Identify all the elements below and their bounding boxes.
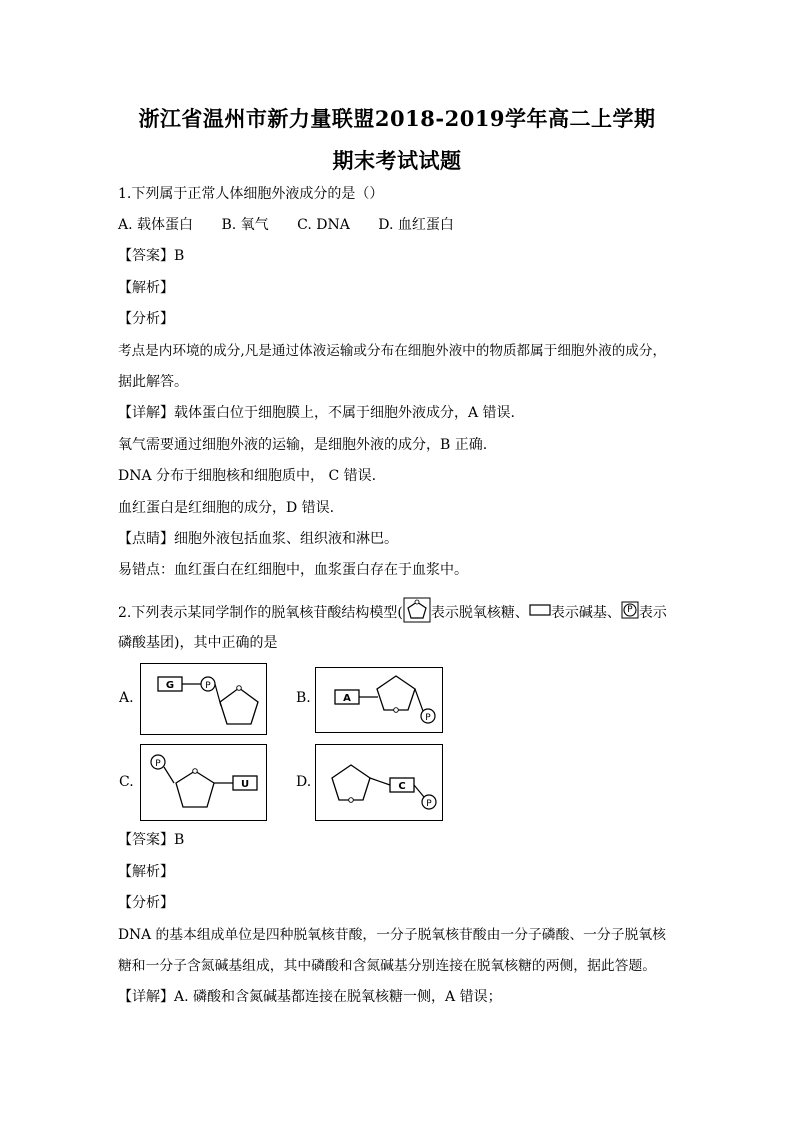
q2-stem-part-a: 2.下列表示某同学制作的脱氧核苷酸结构模型(: [118, 605, 403, 621]
figure-c-phosphate-letter: P: [155, 759, 161, 769]
figure-b-diagram: [316, 668, 442, 732]
pentagon-sugar-icon: [403, 597, 431, 629]
figure-c-diagram: [141, 745, 266, 820]
figure-a-phosphate-letter: P: [205, 681, 211, 691]
q1-detail-line4: 血红蛋白是红细胞的成分，D 错误.: [118, 500, 335, 516]
q2-stem-part-b: 表示脱氧核糖、: [430, 605, 529, 621]
phosphate-circle-icon: [621, 601, 639, 625]
q2-jiexi-heading: 【解析】: [118, 864, 174, 880]
q1-fenxi-heading: 【分析】: [118, 311, 174, 327]
q2-stem-line1: [118, 597, 667, 629]
figure-d-diagram: [316, 745, 442, 820]
figure-b-phosphate-letter: P: [425, 713, 431, 723]
q2-analysis-line2: 糖和一分子含氮碱基组成，其中磷酸和含氮碱基分别连接在脱氧核糖的两侧，据此答题。: [118, 958, 657, 974]
q2-stem-part-c: 表示碱基、: [550, 605, 621, 621]
figure-b-box: [315, 667, 443, 733]
figure-a-diagram: [141, 664, 266, 734]
q1-detail-line3: DNA 分布于细胞核和细胞质中， C 错误.: [118, 468, 377, 484]
q2-stem-part-d: 表示: [638, 605, 667, 621]
q2-detail-line1: 【详解】A. 磷酸和含氮碱基都连接在脱氧核糖一侧，A 错误；: [118, 989, 502, 1005]
figure-c-box: [140, 744, 267, 821]
phosphate-circle-letter: P: [627, 605, 633, 615]
figure-a-sugar: [220, 688, 258, 724]
rectangle-base-icon: [529, 603, 551, 623]
figure-a-box: [140, 663, 267, 735]
figure-a-label: A.: [119, 690, 134, 706]
q1-detail-line2: 氧气需要通过细胞外液的运输，是细胞外液的成分，B 正确.: [118, 437, 488, 453]
q1-yicuo: 易错点：血红蛋白在红细胞中，血浆蛋白存在于血浆中。: [118, 562, 468, 578]
q1-dianjing: 【点睛】细胞外液包括血浆、组织液和淋巴。: [118, 531, 398, 547]
q1-detail-line1: 【详解】载体蛋白位于细胞膜上，不属于细胞外液成分，A 错误.: [118, 405, 516, 421]
figure-d-base-letter: C: [398, 781, 406, 792]
figure-c-sugar: [176, 771, 214, 807]
q1-option-a: A. 载体蛋白: [118, 217, 194, 233]
q1-analysis-line1: 考点是内环境的成分,凡是通过体液运输或分布在细胞外液中的物质都属于细胞外液的成分，: [118, 343, 667, 359]
figure-d-phosphate-letter: P: [426, 799, 432, 809]
q2-stem-line2: 磷酸基团)，其中正确的是: [118, 635, 278, 651]
q1-analysis-line2: 据此解答。: [118, 374, 188, 390]
q1-answer: 【答案】B: [118, 248, 185, 264]
q1-options: [118, 215, 478, 235]
figure-b-sugar: [377, 676, 415, 710]
figure-c-label: C.: [119, 774, 134, 790]
figure-c-base-letter: U: [240, 779, 250, 790]
q2-analysis-line1: DNA 的基本组成单位是四种脱氧核苷酸，一分子脱氧核苷酸由一分子磷酸、一分子脱氧核: [118, 927, 666, 943]
q2-fenxi-heading: 【分析】: [118, 895, 174, 911]
figure-d-sugar: [332, 765, 370, 800]
q1-stem: 1.下列属于正常人体细胞外液成分的是（）: [118, 186, 384, 202]
doc-title-line1: 浙江省温州市新力量联盟2018-2019学年高二上学期: [138, 106, 656, 131]
q2-answer: 【答案】B: [118, 832, 185, 848]
figure-d-label: D.: [296, 774, 312, 790]
q1-jiexi-heading: 【解析】: [118, 280, 174, 296]
doc-title-line2: 期末考试试题: [332, 148, 462, 173]
q1-option-c: C. DNA: [297, 217, 350, 233]
q1-option-d: D. 血红蛋白: [378, 217, 454, 233]
figure-d-box: [315, 744, 443, 821]
q1-option-b: B. 氧气: [221, 217, 269, 233]
figure-b-base-letter: A: [343, 693, 351, 704]
figure-b-label: B.: [296, 690, 311, 706]
figure-a-base-letter: G: [165, 680, 175, 691]
